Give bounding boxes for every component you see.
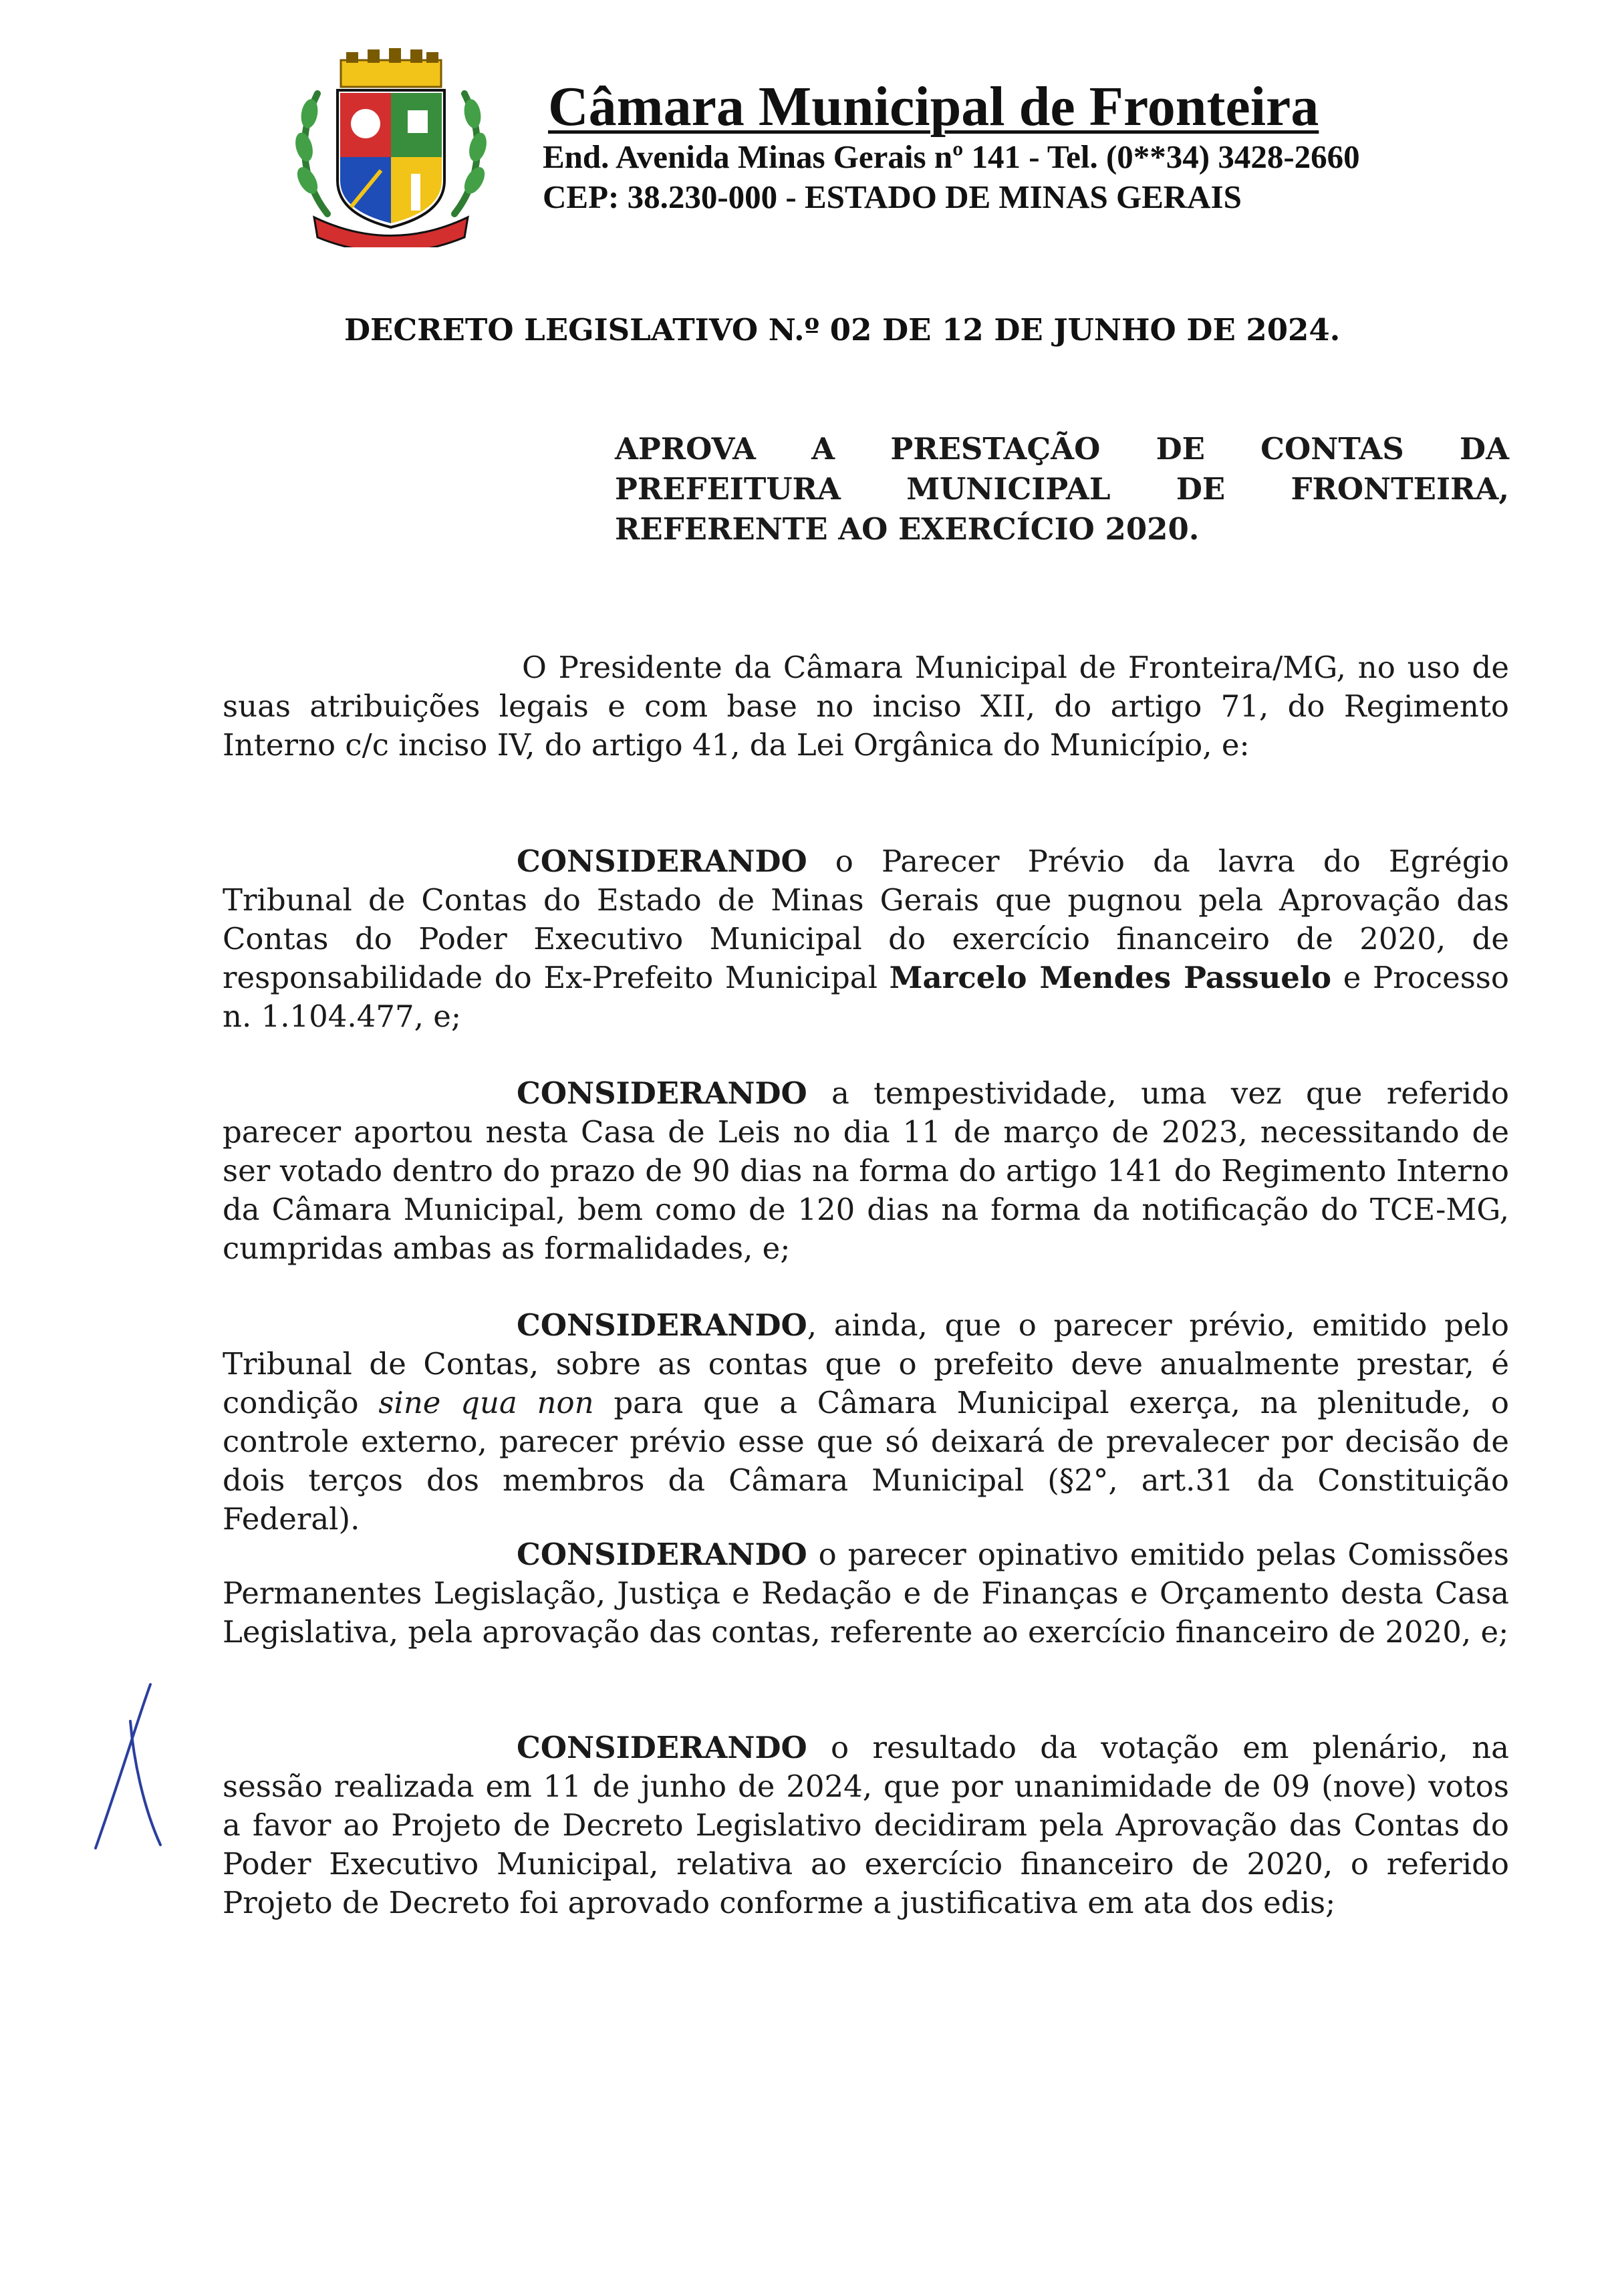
considerando-paragraph-3: [223, 1306, 1509, 1539]
considerando-keyword: CONSIDERANDO: [517, 1075, 807, 1111]
latin-phrase: sine qua non: [378, 1385, 594, 1420]
paragraph-text: o Parecer Prévio da lavra do Egrégio Tribunal de Contas do Estado de Minas Gerais que pugnou pela Aprovação das Contas do Poder Executivo Municipal do exercício financeiro de 2020, de responsabilidade do Ex-Prefeito Municipal: [223, 844, 1509, 995]
considerando-keyword: CONSIDERANDO: [517, 1537, 807, 1572]
document-title: DECRETO LEGISLATIVO N.º 02 DE 12 DE JUNHO DE 2024.: [344, 312, 1341, 348]
chamber-address: End. Avenida Minas Gerais nº 141 - Tel. (0**34) 3428-2660: [543, 138, 1360, 175]
considerando-paragraph-1: [223, 842, 1509, 1036]
chamber-name: Câmara Municipal de Fronteira: [548, 76, 1319, 138]
preamble-paragraph: O Presidente da Câmara Municipal de Fronteira/MG, no uso de suas atribuições legais e com base no inciso XII, do artigo 71, do Regimento Interno c/c inciso IV, do artigo 41, da Lei Orgânica do Município, e:: [223, 650, 1509, 763]
considerando-keyword: CONSIDERANDO: [517, 1307, 807, 1343]
considerando-keyword: CONSIDERANDO: [517, 844, 807, 879]
considerando-keyword: CONSIDERANDO: [517, 1730, 807, 1765]
chamber-cep: CEP: 38.230-000 - ESTADO DE MINAS GERAIS: [543, 178, 1242, 215]
paragraph-text: , ainda, que o parecer prévio, emitido pelo Tribunal de Contas, sobre as contas que o prefeito deve anualmente prestar, é condição: [223, 1307, 1509, 1420]
considerando-paragraph-4: [223, 1535, 1509, 1652]
ex-mayor-name: Marcelo Mendes Passuelo: [889, 960, 1332, 995]
paragraph-text: para que a Câmara Municipal exerça, na plenitude, o controle externo, parecer prévio esse que só deixará de prevalecer por decisão de dois terços dos membros da Câmara Municipal (§2°, art.31 da Constituição Federal).: [223, 1385, 1509, 1537]
handwritten-initials-icon: [84, 1681, 177, 1855]
paragraph-text: a tempestividade, uma vez que referido parecer aportou nesta Casa de Leis no dia 11 de março de 2023, necessitando de ser votado dentro do prazo de 90 dias na forma do artigo 141 do Regimento Interno da Câmara Municipal, bem como de 120 dias na forma da notificação do TCE-MG, cumpridas ambas as formalidades, e;: [223, 1075, 1509, 1266]
municipal-coat-of-arms-icon: [287, 47, 495, 247]
paragraph-text: e Processo n. 1.104.477, e;: [223, 960, 1509, 1034]
paragraph-text: o parecer opinativo emitido pelas Comissões Permanentes Legislação, Justiça e Redação e de Finanças e Orçamento desta Casa Legislativa, pela aprovação das contas, referente ao exercício financeiro de 2020, e;: [223, 1537, 1509, 1650]
considerando-paragraph-2: [223, 1074, 1509, 1268]
document-ementa: APROVA A PRESTAÇÃO DE CONTAS DA PREFEITURA MUNICIPAL DE FRONTEIRA, REFERENTE AO EXERCÍCIO 2020.: [615, 431, 1509, 547]
considerando-paragraph-5: [223, 1729, 1509, 1922]
paragraph-text: o resultado da votação em plenário, na sessão realizada em 11 de junho de 2024, que por unanimidade de 09 (nove) votos a favor ao Projeto de Decreto Legislativo decidiram pela Aprovação das Contas do Poder Executivo Municipal, relativa ao exercício financeiro de 2020, o referido Projeto de Decreto foi aprovado conforme a justificativa em ata dos edis;: [223, 1730, 1509, 1920]
